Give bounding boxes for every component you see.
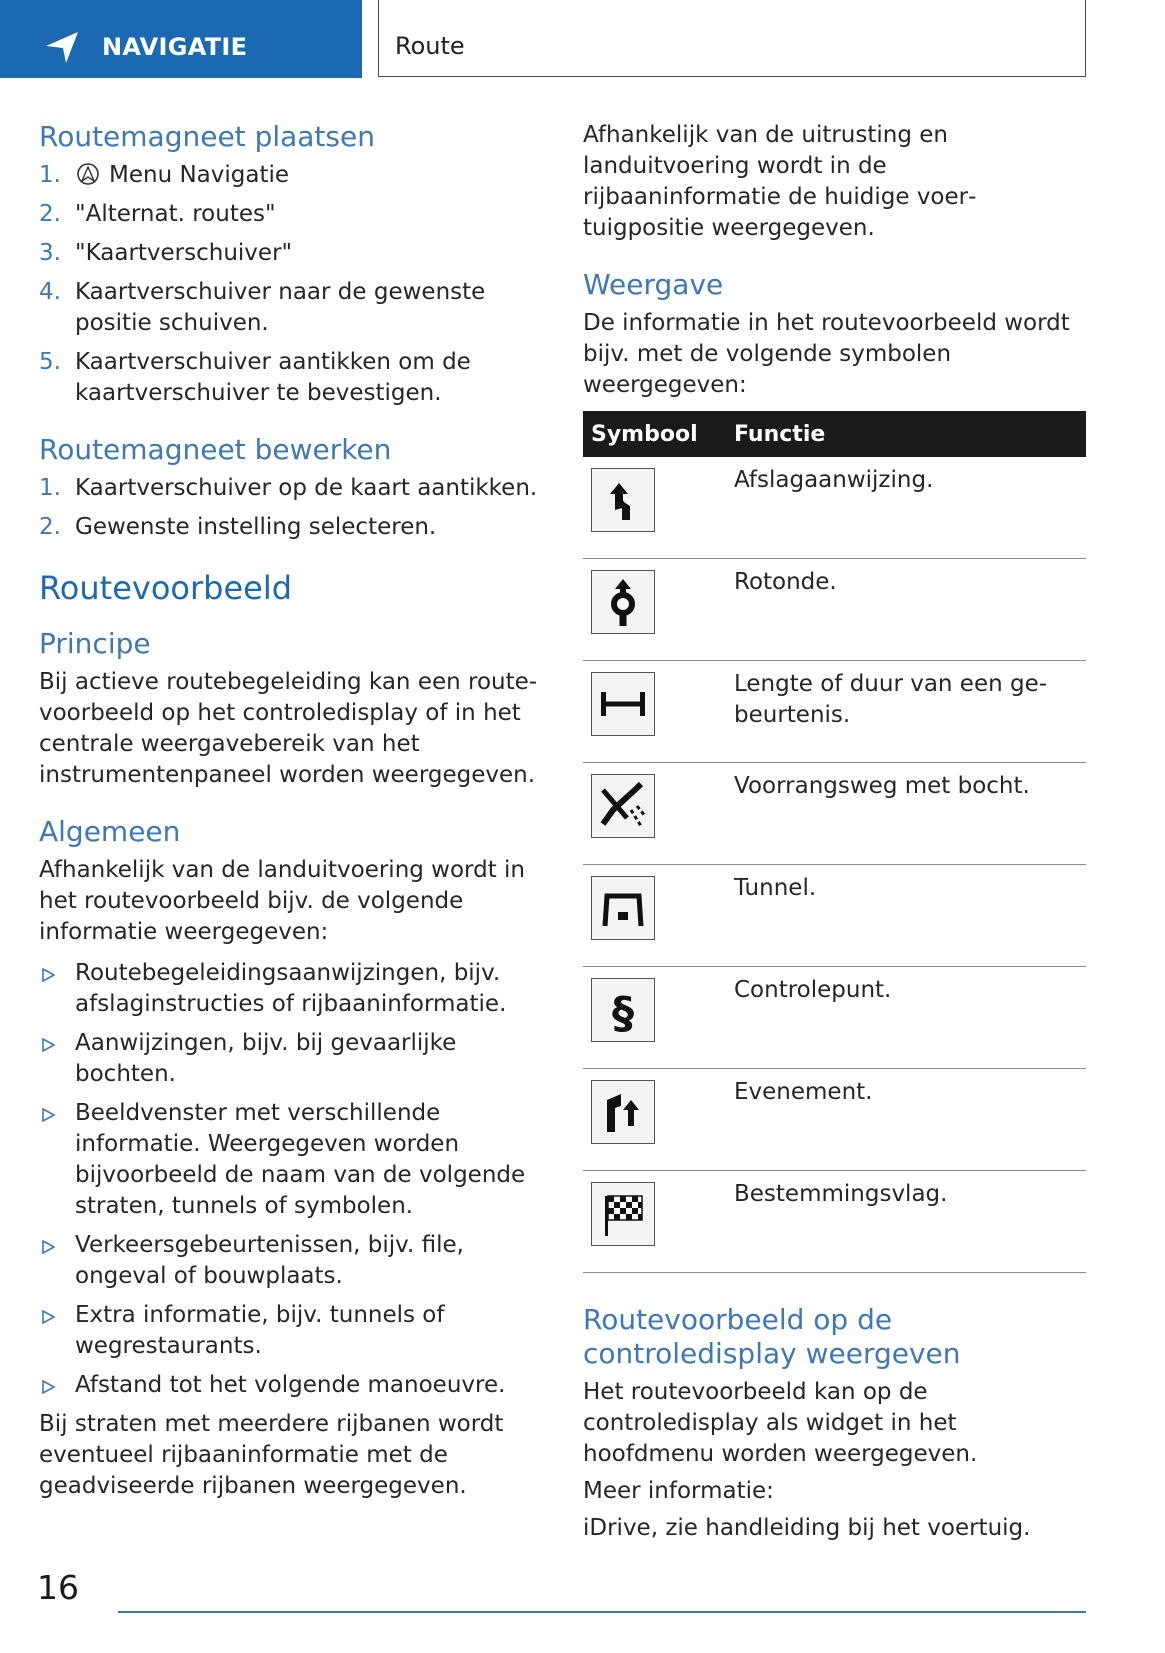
function-text: Bestemmingsvlag. <box>734 1171 1086 1273</box>
bullet-triangle-icon <box>41 968 55 982</box>
right-intro: Afhankelijk van de uitrusting en landuitvoering wordt in de rijbaaninformatie de huidige voertuigpositie weergegeven. <box>583 122 977 241</box>
navigation-arrow-icon <box>44 29 80 65</box>
list-item: 3. "Kaartverschuiver" <box>39 240 293 266</box>
function-text: Tunnel. <box>734 865 1086 967</box>
bullet-triangle-icon <box>41 1038 55 1052</box>
table-row <box>583 1171 1086 1273</box>
chapter-title: Route <box>395 32 465 60</box>
controldisplay-text: Het routevoorbeeld kan op de controledisplay als widget in het hoofdmenu worden weergegeven. <box>583 1379 978 1467</box>
list-item: Verkeersgebeurtenissen, bijv. file, ongeval of bouwplaats. <box>39 1230 539 1292</box>
display-text: De informatie in het routevoorbeeld wordt bijv. met de volgende symbolen weergegeven: <box>583 310 1070 398</box>
heading-placing: Routemagneet plaatsen <box>39 120 375 153</box>
general-intro: Afhankelijk van de landuitvoering wordt in het routevoorbeeld bijv. de volgende informatie weergegeven: <box>39 857 526 945</box>
editing-steps <box>39 473 539 543</box>
heading-principle: Principe <box>39 627 151 660</box>
section-title: NAVIGATIE <box>102 33 248 61</box>
list-item: Afstand tot het volgende manoeuvre. <box>39 1370 539 1401</box>
chapter-header <box>378 0 1086 77</box>
svg-text:§: § <box>612 988 634 1036</box>
table-header <box>583 411 1086 457</box>
more-info-label: Meer informatie: <box>583 1478 774 1504</box>
heading-general: Algemeen <box>39 815 181 848</box>
list-item: 5. Kaartverschuiver aantikken om de kaartverschuiver te bevestigen. <box>39 349 471 406</box>
function-text: Rotonde. <box>734 559 1086 661</box>
table-row <box>583 865 1086 967</box>
section-header <box>0 0 362 78</box>
right-column <box>583 120 1086 1544</box>
roundabout-icon <box>597 576 649 628</box>
page-number: 16 <box>37 1568 79 1607</box>
general-bullets <box>39 958 539 1401</box>
function-text: Afslagaanwijzing. <box>734 457 1086 559</box>
list-item: Extra informatie, bijv. tunnels of wegrestaurants. <box>39 1300 539 1362</box>
navigation-menu-icon <box>75 161 101 187</box>
list-item: 1. Kaartverschuiver op de kaart aantikken. <box>39 475 538 501</box>
list-item: Beeldvenster met verschillende informatie. Weergegeven worden bijvoorbeeld de naam van de volgende straten, tunnels of symbolen. <box>39 1098 539 1222</box>
bullet-triangle-icon <box>41 1310 55 1324</box>
left-column <box>39 120 539 1502</box>
heading-display: Weergave <box>583 268 724 301</box>
bullet-triangle-icon <box>41 1380 55 1394</box>
table-row <box>583 559 1086 661</box>
list-item: Aanwijzingen, bijv. bij gevaarlijke bochten. <box>39 1028 539 1090</box>
heading-controldisplay: Routevoorbeeld op de controledisplay weergeven <box>583 1303 961 1370</box>
heading-editing: Routemagneet bewerken <box>39 433 392 466</box>
list-item: 2. "Alternat. routes" <box>39 201 276 227</box>
event-icon <box>597 1086 649 1138</box>
heading-route-preview: Routevoorbeeld <box>39 569 293 607</box>
col-function: Functie <box>734 411 1086 457</box>
table-row <box>583 661 1086 763</box>
footer-divider <box>118 1611 1086 1613</box>
more-info-reference[interactable]: iDrive, zie handleiding bij het voertuig. <box>583 1515 1031 1541</box>
col-symbol: Symbool <box>583 411 734 457</box>
length-duration-icon <box>597 678 649 730</box>
tunnel-icon <box>597 882 649 934</box>
symbol-table <box>583 411 1086 1273</box>
principle-text: Bij actieve routebegeleiding kan een routevoorbeeld op het controledisplay of in het centrale weergavebereik van het instrumentenpaneel worden weergegeven. <box>39 669 538 788</box>
function-text: Evenement. <box>734 1069 1086 1171</box>
priority-road-curve-icon <box>597 780 649 832</box>
destination-flag-icon <box>597 1188 649 1240</box>
general-outro: Bij straten met meerdere rijbanen wordt eventueel rijbaaninformatie met de geadviseerde rijbanen weergegeven. <box>39 1411 504 1499</box>
table-row <box>583 763 1086 865</box>
list-item: Routebegeleidingsaanwijzingen, bijv. afslaginstructies of rijbaaninformatie. <box>39 958 539 1020</box>
list-item: 4. Kaartverschuiver naar de gewenste positie schuiven. <box>39 279 486 336</box>
list-item: 1. Menu Navigatie <box>39 162 290 188</box>
checkpoint-icon <box>597 984 649 1036</box>
table-row <box>583 967 1086 1069</box>
table-row <box>583 1069 1086 1171</box>
bullet-triangle-icon <box>41 1108 55 1122</box>
function-text: Controlepunt. <box>734 967 1086 1069</box>
placing-steps <box>39 160 539 409</box>
turn-left-icon <box>597 474 649 526</box>
bullet-triangle-icon <box>41 1240 55 1254</box>
list-item: 2. Gewenste instelling selecteren. <box>39 514 437 540</box>
function-text: Lengte of duur van een gebeurtenis. <box>734 661 1086 763</box>
function-text: Voorrangsweg met bocht. <box>734 763 1086 865</box>
table-row <box>583 457 1086 559</box>
